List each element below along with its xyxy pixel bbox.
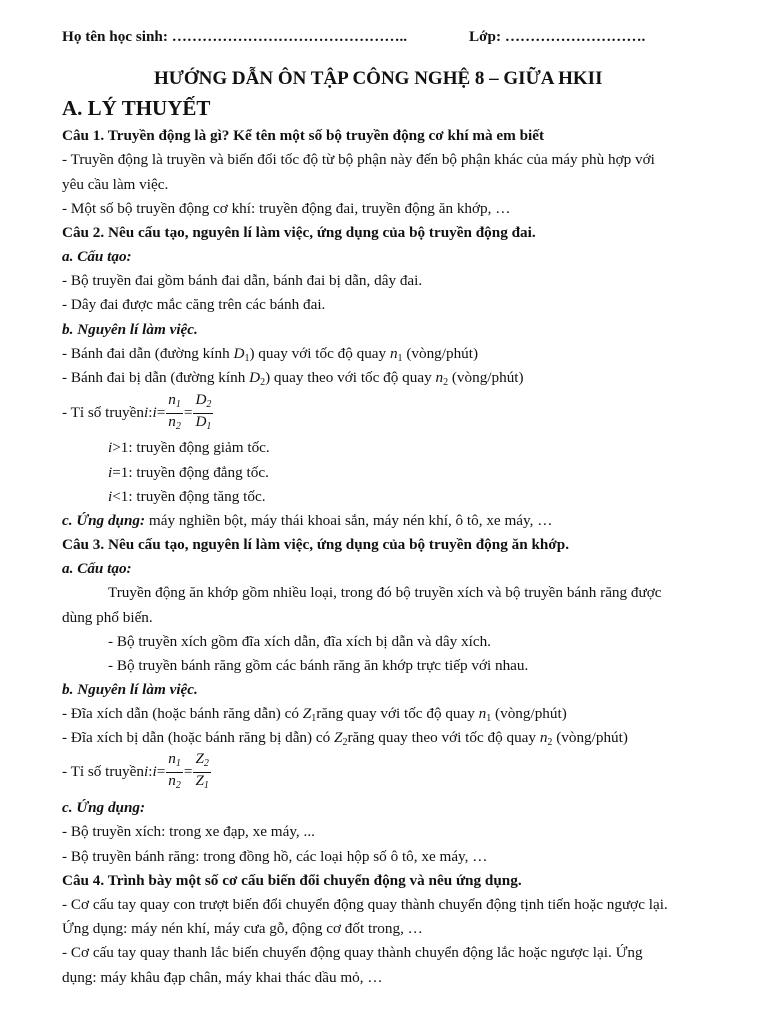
fraction-z2-z1: [193, 751, 210, 794]
equals-sign: =: [156, 763, 166, 780]
symbol-z: Z: [302, 705, 312, 722]
subscript: 1: [175, 398, 181, 410]
question-2-application: [62, 511, 552, 531]
symbol-n: n: [168, 412, 176, 430]
text-segment: (vòng/phút): [491, 705, 567, 722]
section-heading-theory: A. LÝ THUYẾT: [62, 96, 211, 120]
question-3-line: - Bộ truyền bánh răng: trong đồng hồ, các loại hộp số ô tô, xe máy, …: [62, 848, 488, 865]
symbol-d: D: [195, 412, 207, 430]
ratio-condition-increase: [108, 487, 266, 507]
question-1-line: - Truyền động là truyền và biến đổi tốc độ từ bộ phận này đến bộ phận khác của máy phù hợp với: [62, 151, 655, 168]
fraction-d2-d1: [193, 392, 213, 435]
symbol-n: n: [539, 729, 548, 746]
subscript: 1: [175, 757, 181, 769]
text-segment: răng quay với tốc độ quay: [316, 705, 479, 722]
question-3-line: dùng phổ biến.: [62, 609, 153, 626]
symbol-n: n: [435, 369, 444, 386]
question-3-application-title: c. Ứng dụng:: [62, 799, 146, 816]
question-2-line: - Bộ truyền đai gồm bánh đai dẫn, bánh đai bị dẫn, dây đai.: [62, 272, 423, 289]
equals-sign: =: [183, 763, 193, 780]
text-segment: răng quay theo với tốc độ quay: [347, 729, 540, 746]
symbol-d: D: [249, 369, 261, 386]
text-segment: máy nghiền bột, máy thái khoai sắn, máy nén khí, ô tô, xe máy, …: [145, 512, 553, 529]
symbol-i: i: [143, 404, 149, 421]
symbol-n: n: [478, 705, 487, 722]
question-4-line: Ứng dụng: máy nén khí, máy cưa gỗ, động cơ đốt trong, …: [62, 920, 423, 937]
symbol-i: i: [143, 763, 149, 780]
text-segment: - Đĩa xích bị dẫn (hoặc bánh răng bị dẫn) có: [62, 729, 335, 746]
question-3-heading: Câu 3. Nêu cấu tạo, nguyên lí làm việc, ứng dụng của bộ truyền động ăn khớp.: [62, 536, 569, 553]
subscript: 1: [244, 353, 250, 364]
symbol-d: D: [195, 390, 207, 408]
symbol-z: Z: [195, 749, 204, 767]
symbol-d: D: [233, 345, 245, 362]
question-1-line: - Một số bộ truyền động cơ khí: truyền động đai, truyền động ăn khớp, …: [62, 200, 511, 217]
student-name-label: Họ tên học sinh: ………………………………………..: [62, 28, 408, 45]
subscript: 1: [486, 713, 492, 724]
subscript: 1: [206, 420, 212, 432]
symbol-i: i: [108, 464, 113, 481]
application-title: c. Ứng dụng:: [62, 512, 146, 529]
question-2-line: - Dây đai được mắc căng trên các bánh đai.: [62, 296, 326, 313]
symbol-n: n: [168, 771, 176, 789]
text-segment: - Bánh đai bị dẫn (đường kính: [62, 369, 250, 386]
text-segment: - Đĩa xích dẫn (hoặc bánh răng dẫn) có: [62, 705, 303, 722]
question-4-line: - Cơ cấu tay quay con trượt biến đổi chuyển động quay thành chuyển động tịnh tiến hoặc ngược lại.: [62, 896, 668, 913]
symbol-i: i: [108, 439, 113, 456]
subscript: 2: [547, 737, 553, 748]
subscript: 2: [342, 737, 348, 748]
symbol-n: n: [389, 345, 398, 362]
question-3-driven-line: [62, 728, 628, 753]
question-2-driver-line: [62, 344, 478, 369]
subscript: 2: [175, 420, 181, 432]
symbol-i: i: [108, 488, 113, 505]
text-segment: :: [148, 763, 153, 780]
question-4-line: - Cơ cấu tay quay thanh lắc biến chuyển động quay thành chuyển động lắc hoặc ngược lại. Ứng: [62, 944, 643, 961]
text-segment: =1: [112, 464, 129, 481]
subscript: 2: [206, 398, 212, 410]
text-segment: - Tỉ số truyền: [62, 763, 144, 780]
text-segment: : truyền động tăng tốc.: [128, 488, 266, 505]
text-segment: (vòng/phút): [552, 729, 628, 746]
symbol-n: n: [168, 749, 176, 767]
subscript: 1: [311, 713, 317, 724]
subscript: 1: [397, 353, 403, 364]
question-3-principle-title: b. Nguyên lí làm việc.: [62, 681, 198, 698]
question-3-line: - Bộ truyền xích gồm đĩa xích dẫn, đĩa xích bị dẫn và dây xích.: [108, 633, 491, 650]
question-1-heading: Câu 1. Truyền động là gì? Kể tên một số bộ truyền động cơ khí mà em biết: [62, 127, 545, 144]
text-segment: :: [148, 404, 153, 421]
subscript: 2: [203, 757, 209, 769]
text-segment: >1: [112, 439, 129, 456]
question-2-heading: Câu 2. Nêu cấu tạo, nguyên lí làm việc, ứng dụng của bộ truyền động đai.: [62, 224, 536, 241]
symbol-i: i: [152, 763, 157, 780]
class-field: [469, 27, 645, 47]
equals-sign: =: [156, 404, 166, 421]
question-2-ratio-formula: [62, 392, 214, 434]
question-3-ratio-formula: [62, 751, 212, 793]
question-4-line: dụng: máy khâu đạp chân, máy khai thác dầu mỏ, …: [62, 969, 383, 986]
question-3-driver-line: [62, 704, 567, 729]
ratio-condition-reduce: [108, 438, 270, 458]
subscript: 1: [203, 779, 209, 791]
document-title: HƯỚNG DẪN ÔN TẬP CÔNG NGHỆ 8 – GIỮA HKII: [154, 68, 603, 89]
text-segment: - Bánh đai dẫn (đường kính: [62, 345, 234, 362]
subscript: 2: [175, 779, 181, 791]
subscript: 2: [260, 377, 266, 388]
question-3-line: Truyền động ăn khớp gồm nhiều loại, trong đó bộ truyền xích và bộ truyền bánh răng được: [108, 584, 662, 601]
question-2-driven-line: [62, 368, 524, 393]
class-label: Lớp: ……………………….: [469, 28, 646, 45]
text-segment: <1: [112, 488, 129, 505]
ratio-condition-equal: [108, 463, 269, 483]
question-3-line: - Bộ truyền bánh răng gồm các bánh răng ăn khớp trực tiếp với nhau.: [108, 657, 529, 674]
subscript: 2: [443, 377, 449, 388]
text-segment: ) quay theo với tốc độ quay: [265, 369, 436, 386]
equals-sign: =: [183, 404, 193, 421]
text-segment: ) quay với tốc độ quay: [249, 345, 390, 362]
symbol-n: n: [168, 390, 176, 408]
fraction-n1-n2: [166, 751, 183, 794]
fraction-n1-n2: [166, 392, 183, 435]
question-3-structure-title: a. Cấu tạo:: [62, 560, 132, 577]
question-1-line: yêu cầu làm việc.: [62, 176, 169, 193]
text-segment: : truyền động đẳng tốc.: [128, 464, 269, 481]
text-segment: (vòng/phút): [402, 345, 479, 362]
symbol-z: Z: [334, 729, 343, 746]
question-2-structure-title: a. Cấu tạo:: [62, 248, 132, 265]
student-name-field: [62, 27, 407, 47]
text-segment: (vòng/phút): [448, 369, 524, 386]
text-segment: : truyền động giảm tốc.: [128, 439, 270, 456]
question-2-principle-title: b. Nguyên lí làm việc.: [62, 321, 198, 338]
question-4-heading: Câu 4. Trình bày một số cơ cấu biến đổi chuyển động và nêu ứng dụng.: [62, 872, 522, 889]
symbol-i: i: [152, 404, 157, 421]
symbol-z: Z: [195, 771, 204, 789]
question-3-line: - Bộ truyền xích: trong xe đạp, xe máy, ...: [62, 823, 315, 840]
text-segment: - Tỉ số truyền: [62, 404, 144, 421]
